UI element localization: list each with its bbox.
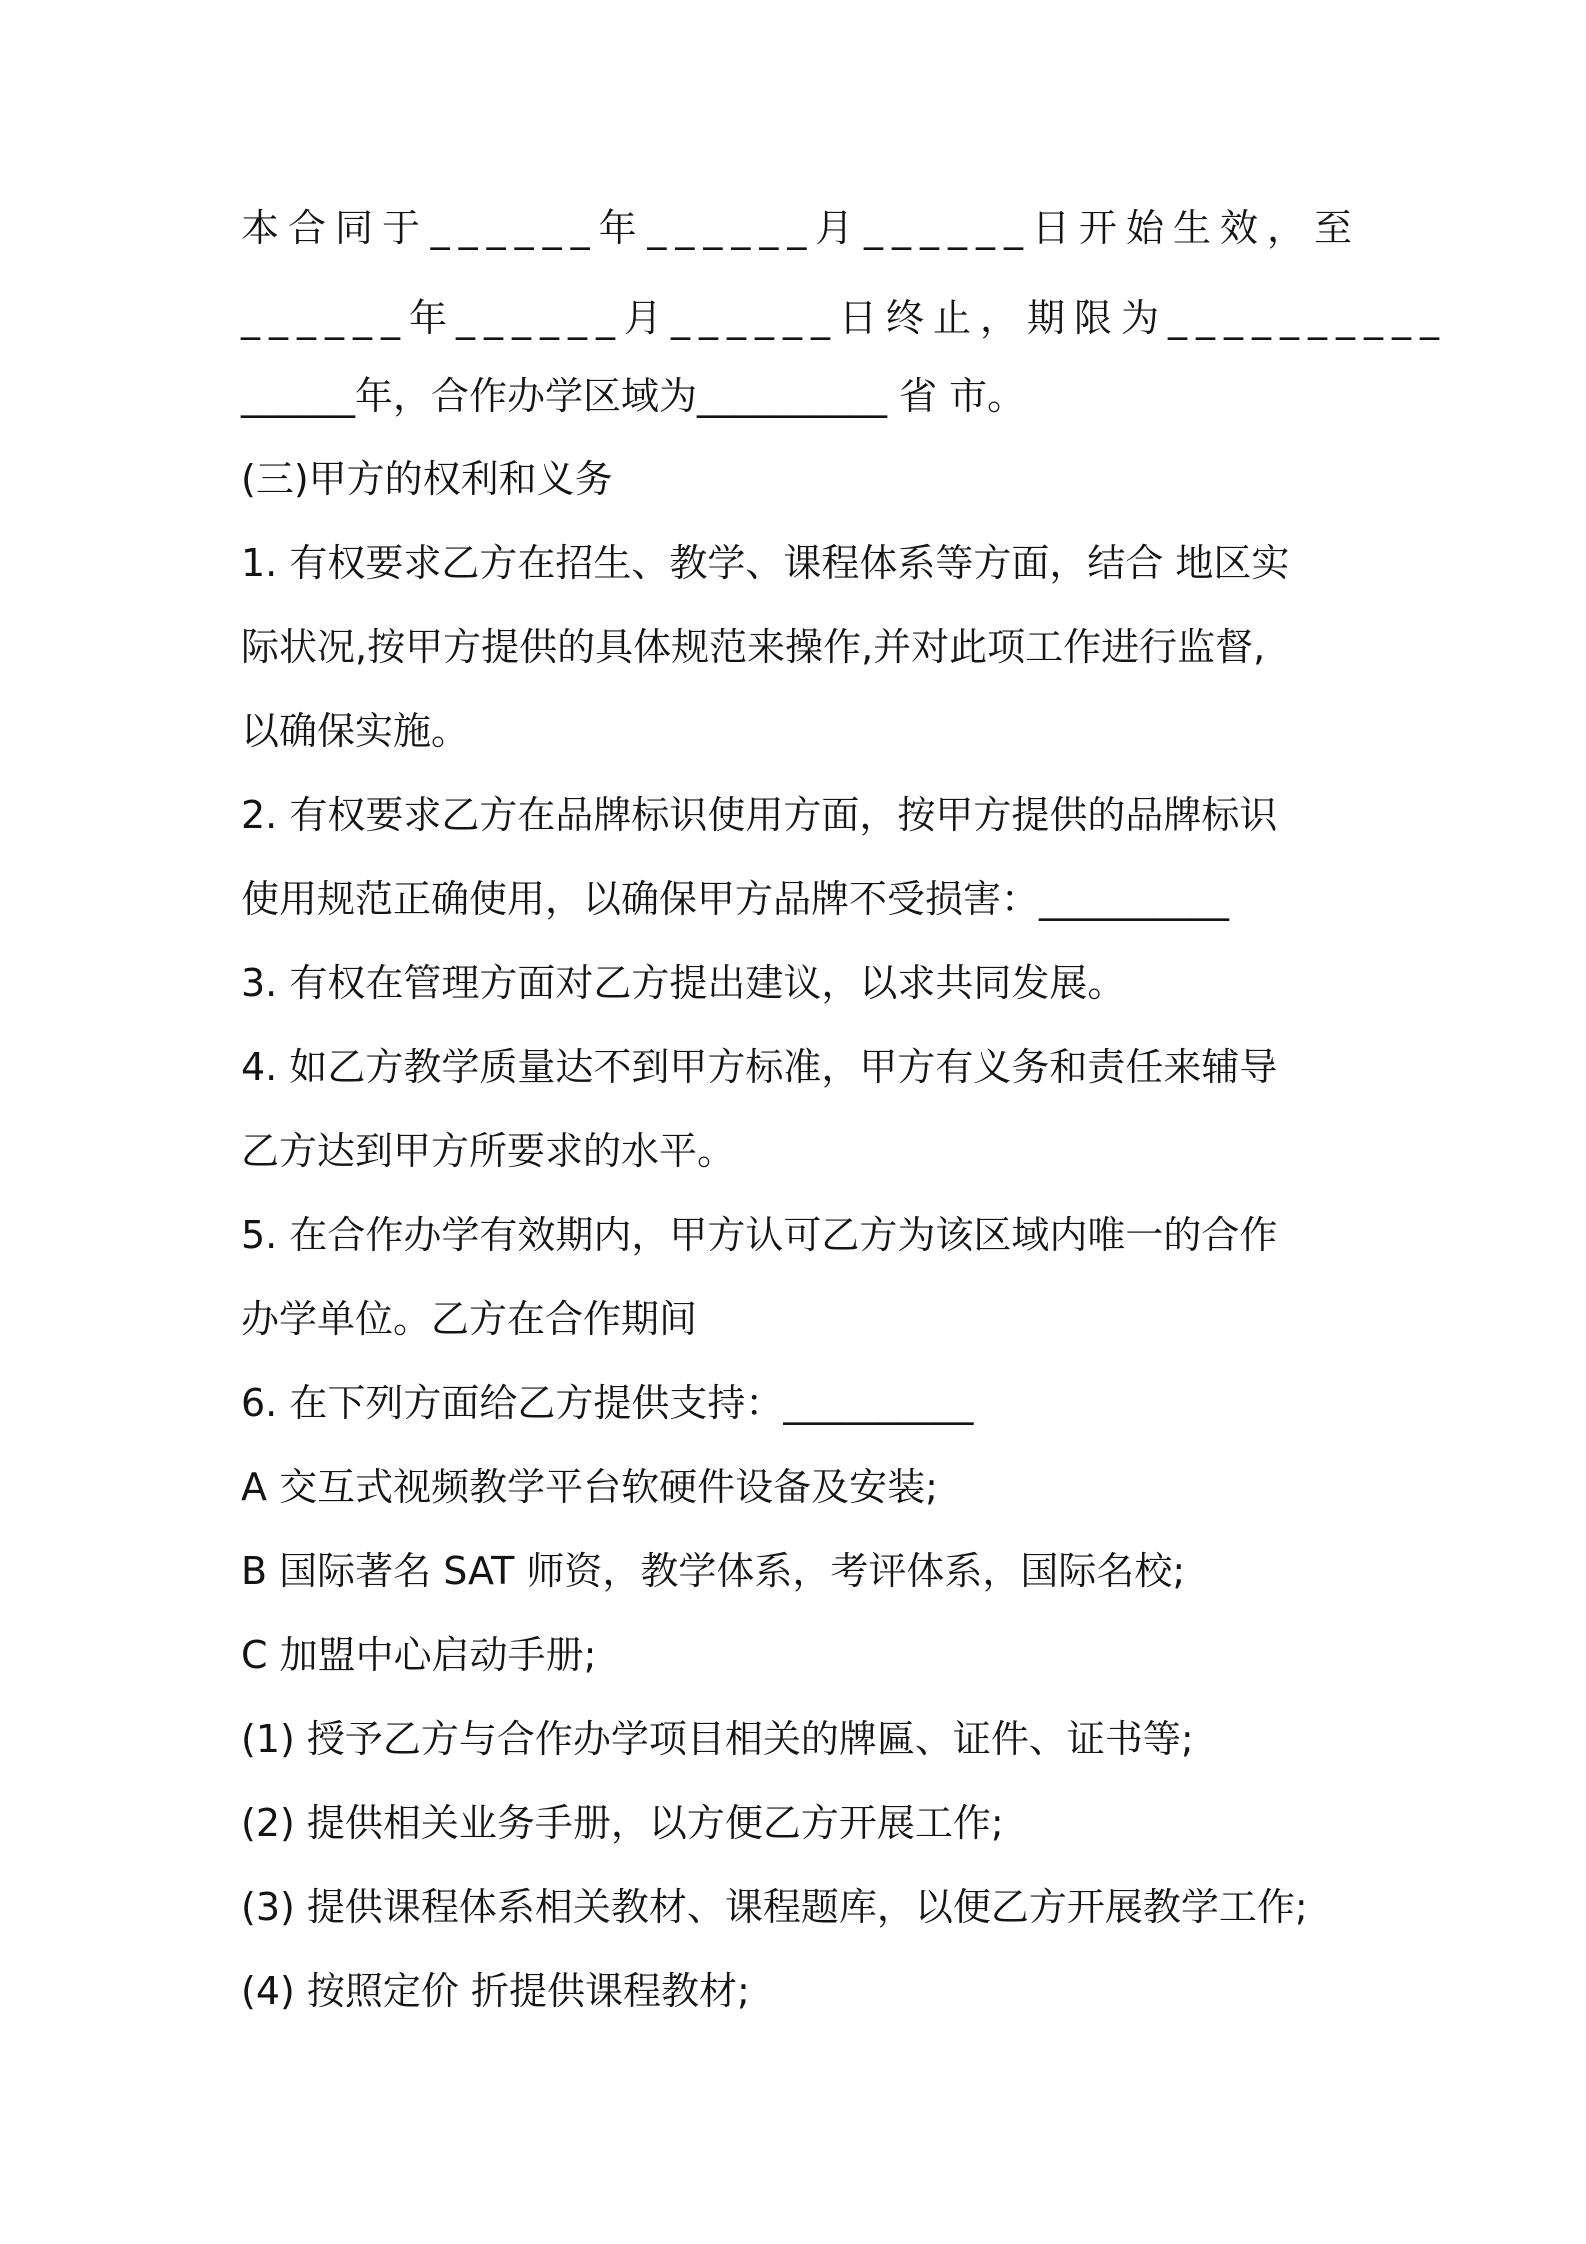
clause-2-line-1: 2. 有权要求乙方在品牌标识使用方面，按甲方提供的品牌标识 — [241, 793, 1278, 837]
clause-1-line-2: 际状况,按甲方提供的具体规范来操作,并对此项工作进行监督, — [241, 625, 1266, 669]
contract-period-line-1 — [241, 200, 1361, 256]
clause-4-line-1: 4. 如乙方教学质量达不到甲方标准，甲方有义务和责任来辅导 — [241, 1045, 1278, 1089]
start-month-blank: ______月 — [647, 206, 863, 250]
contract-period-line-3: ______年，合作办学区域为__________ 省 市。 — [241, 374, 1026, 418]
clause-5-line-1: 5. 在合作办学有效期内，甲方认可乙方为该区域内唯一的合作 — [241, 1213, 1278, 1257]
support-item-c: C 加盟中心启动手册; — [241, 1633, 597, 1677]
section-heading: (三)甲方的权利和义务 — [241, 457, 613, 501]
clause-6: 6. 在下列方面给乙方提供支持：__________ — [241, 1381, 974, 1425]
support-subitem-4: (4) 按照定价 折提供课程教材; — [241, 1969, 750, 2013]
end-day-blank: ______日终止，期限为__________ — [671, 296, 1449, 340]
clause-5-line-2: 办学单位。乙方在合作期间 — [241, 1297, 698, 1341]
support-subitem-3: (3) 提供课程体系相关教材、课程题库，以便乙方开展教学工作; — [241, 1885, 1308, 1929]
support-item-a: A 交互式视频教学平台软硬件设备及安装; — [241, 1465, 938, 1509]
clause-1-line-1: 1. 有权要求乙方在招生、教学、课程体系等方面，结合 地区实 — [241, 541, 1290, 585]
start-day-blank: ______日开始生效，至 — [863, 206, 1361, 250]
support-item-b: B 国际著名 SAT 师资，教学体系，考评体系，国际名校; — [241, 1549, 1186, 1593]
start-year-blank: ______年 — [430, 206, 646, 250]
contract-period-text: 本合同于 — [241, 206, 430, 250]
clause-1-line-3: 以确保实施。 — [241, 709, 470, 753]
end-year-blank: ______年 — [241, 296, 457, 340]
contract-period-line-2 — [241, 290, 1449, 346]
end-month-blank: ______月 — [456, 296, 672, 340]
support-subitem-1: (1) 授予乙方与合作办学项目相关的牌匾、证件、证书等; — [241, 1717, 1194, 1761]
support-subitem-2: (2) 提供相关业务手册，以方便乙方开展工作; — [241, 1801, 1004, 1845]
clause-3: 3. 有权在管理方面对乙方提出建议，以求共同发展。 — [241, 961, 1126, 1005]
clause-4-line-2: 乙方达到甲方所要求的水平。 — [241, 1129, 736, 1173]
clause-2-line-2: 使用规范正确使用，以确保甲方品牌不受损害：__________ — [241, 877, 1230, 921]
